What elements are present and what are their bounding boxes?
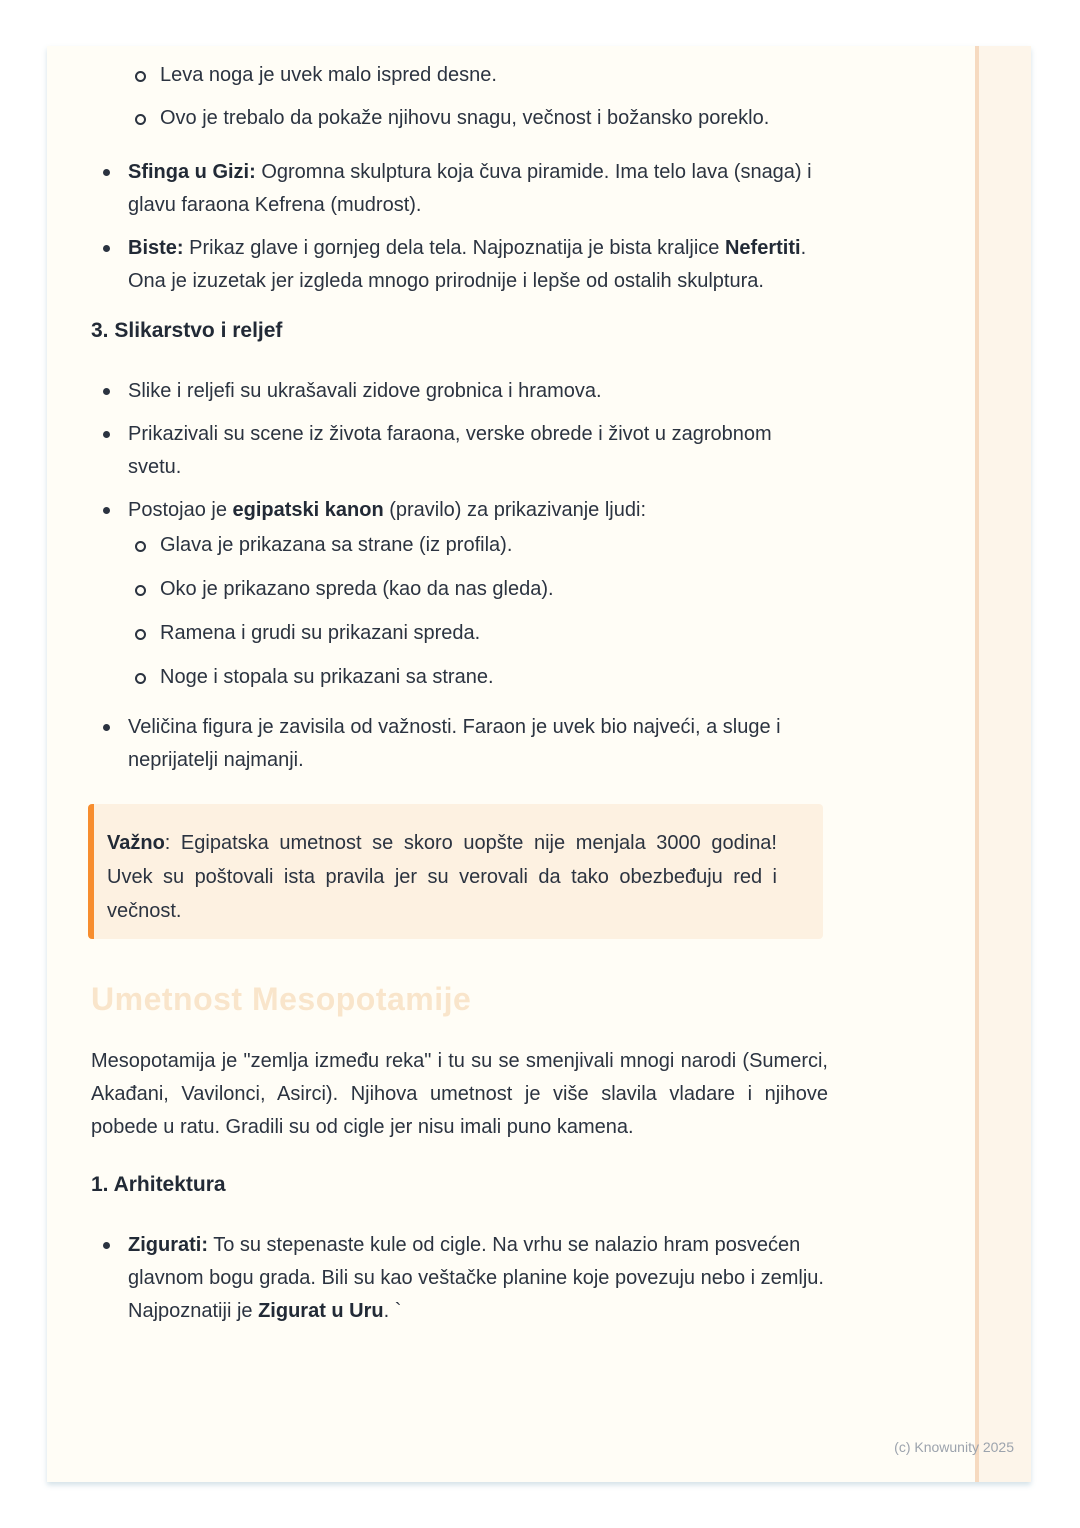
list-item-text: Postojao je egipatski kanon (pravilo) za prikazivanje ljudi:: [128, 499, 646, 521]
painting-list: [91, 375, 828, 777]
page-accent-line: [975, 46, 979, 1482]
list-item: Slike i reljefi su ukrašavali zidove grobnica i hramova.: [91, 375, 828, 408]
stance-sub-list: [91, 59, 828, 135]
callout-label: Važno: [107, 832, 165, 854]
list-item: Oko je prikazano spreda (kao da nas gleda).: [128, 573, 828, 606]
page-title-mesopotamia: Umetnost Mesopotamije: [91, 981, 472, 1017]
list-item: Veličina figura je zavisila od važnosti. Faraon je uvek bio najveći, a sluge i neprijatelji najmanji.: [91, 711, 828, 777]
list-item: Ramena i grudi su prikazani spreda.: [128, 617, 828, 650]
list-item: Zigurati: To su stepenaste kule od cigle. Na vrhu se nalazio hram posvećen glavnom bogu grada. Bili su kao veštačke planine koje povezuju nebo i zemlju. Najpoznatiji je Zigurat u Uru. `: [91, 1229, 828, 1328]
document-page: [47, 46, 1031, 1482]
list-item: Glava je prikazana sa strane (iz profila).: [128, 529, 828, 562]
canon-rules-list: [128, 529, 828, 694]
sculpture-list: [91, 156, 828, 298]
document-content: [91, 46, 828, 1328]
section-heading-architecture: 1. Arhitektura: [91, 1173, 226, 1196]
important-callout: [88, 804, 823, 939]
list-item: Biste: Prikaz glave i gornjeg dela tela. Najpoznatija je bista kraljice Nefertiti. Ona je izuzetak jer izgleda mnogo prirodnije i lepše od ostalih skulptura.: [91, 232, 828, 298]
list-item: Ovo je trebalo da pokaže njihovu snagu, večnost i božansko poreklo.: [91, 102, 828, 135]
list-item: Noge i stopala su prikazani sa strane.: [128, 661, 828, 694]
list-item: Leva noga je uvek malo ispred desne.: [91, 59, 828, 92]
section-heading-painting: 3. Slikarstvo i reljef: [91, 319, 283, 342]
mesopotamia-paragraph: Mesopotamija je "zemlja između reka" i tu su se smenjivali mnogi narodi (Sumerci, Akađani, Vavilonci, Asirci). Njihova umetnost je više slavila vladare i njihove pobede u ratu. Gradili su od cigle jer nisu imali puno kamena.: [91, 1050, 828, 1138]
copyright-footer: (c) Knowunity 2025: [894, 1439, 1014, 1455]
architecture-list: [91, 1229, 828, 1328]
list-item: [91, 494, 828, 694]
list-item: Sfinga u Gizi: Ogromna skulptura koja čuva piramide. Ima telo lava (snaga) i glavu faraona Kefrena (mudrost).: [91, 156, 828, 222]
page-right-margin: [979, 46, 1031, 1482]
list-item: Prikazivali su scene iz života faraona, verske obrede i život u zagrobnom svetu.: [91, 418, 828, 484]
callout-text: : Egipatska umetnost se skoro uopšte nije menjala 3000 godina! Uvek su poštovali ista pravila jer su verovali da tako obezbeđuju red i večnost.: [107, 832, 777, 922]
